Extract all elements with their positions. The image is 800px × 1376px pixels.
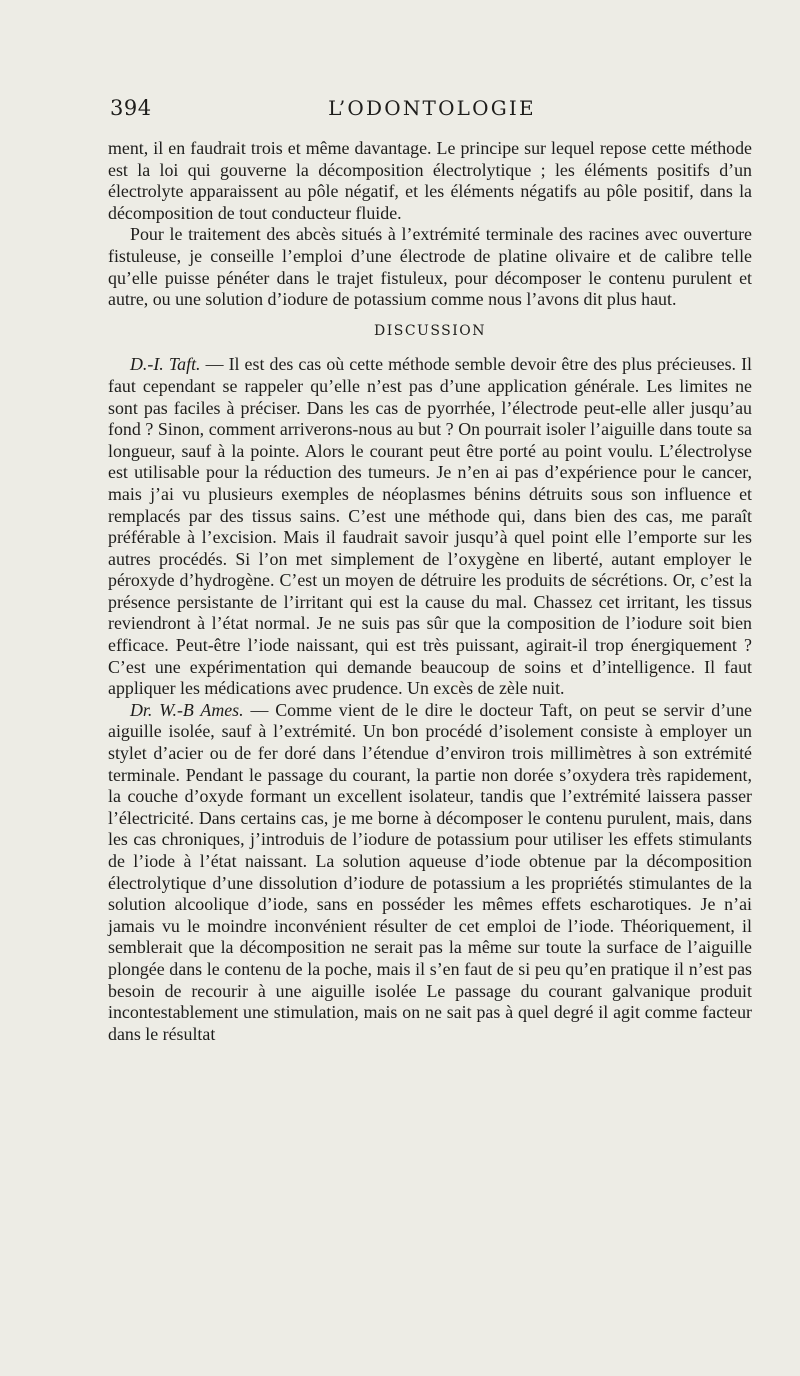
speaker-text-taft: — Il est des cas où cette méthode semble devoir être des plus précieuses. Il faut cependant se rappeler qu’elle n’est pas d’une application générale. Les limites ne sont pas faciles à préciser. Dans les cas de pyorrhée, l’électrode peut-elle aller jusqu’au fond ? Sinon, comment arriverons-nous au but ? On pourrait isoler l’aiguille dans toute sa longueur, sauf à la pointe. Alors le courant peut être porté au point voulu. L’électrolyse est utilisable pour la réduction des tumeurs. Je n’en ai pas d’expérience pour le cancer, mais j’ai vu plusieurs exemples de néoplasmes bénins détruits sous son influence et remplacés par des tissus sains. C’est une méthode qui, dans bien des cas, me paraît préférable à l’excision. Mais il faudrait savoir jusqu’à quel point elle l’emporte sur les autres procédés. Si l’on met simplement de l’oxygène en liberté, autant employer le péroxyde d’hydrogène. C’est un moyen de détruire les produits de sécrétions. Or, c’est la présence persistante de l’irritant qui est la cause du mal. Chassez cet irritant, les tissus reviendront à l’état normal. Je ne suis pas sûr que la composition de l’iodure soit bien efficace. Peut-être l’iode naissant, qui est très puissant, agirait-il trop énergiquement ? C’est une expérimentation qui demande beaucoup de soins et d’intelligence. Il faut appliquer les médications avec prudence. Un excès de zèle nuit. xyxy=(108,354,752,699)
speaker-name-taft: D.-I. Taft. xyxy=(130,354,201,375)
paragraph-abscess-treatment: Pour le traitement des abcès situés à l’extrémité terminale des racines avec ouverture fistuleuse, je conseille l’emploi d’une électrode de platine olivaire et de calibre telle qu’elle puisse pénéter dans le trajet fistuleux, pour décomposer le contenu purulent et autre, ou une solution d’iodure de potassium comme nous l’avons dit plus haut. xyxy=(108,224,752,310)
paragraph-continuation: ment, il en faudrait trois et même davantage. Le principe sur lequel repose cette méthode est la loi qui gouverne la décomposition électrolytique ; les éléments positifs d’un électrolyte apparaissent au pôle négatif, et les éléments négatifs au pôle positif, dans la décomposition de tout conducteur fluide. xyxy=(108,138,752,223)
section-title-discussion: DISCUSSION xyxy=(373,322,487,339)
speaker-name-ames: Dr. W.-B Ames. xyxy=(130,699,244,720)
paragraph-ames xyxy=(108,700,752,1046)
speaker-text-ames: — Comme vient de le dire le docteur Taft, on peut se servir d’une aiguille isolée, sauf à l’extrémité. Un bon procédé d’isolement consiste à employer un stylet d’acier ou de fer doré dans l’étendue d’environ trois millimètres à son extrémité terminale. Pendant le passage du courant, la partie non dorée s’oxydera très rapidement, la couche d’oxyde formant un excellent isolateur, tandis que l’extrémité laissera passer l’électricité. Dans certains cas, je me borne à décomposer le contenu purulent, mais, dans les cas chroniques, j’introduis de l’iodure de potassium pour utiliser les effets stimulants de l’iode à l’état naissant. La solution aqueuse d’iode obtenue par la décomposition électrolytique d’une dissolution d’iodure de potassium a les propriétés stimulantes de la solution alcoolique d’iode, sans en posséder les mêmes effets escharotiques. Je n’ai jamais vu le moindre inconvénient résulter de cet emploi de l’iode. Théoriquement, il semblerait que la décomposition ne serait pas la même sur toute la surface de l’aiguille plongée dans le contenu de la poche, mais il s’en faut de si peu qu’en pratique il n’est pas besoin de recourir à une aiguille isolée Le passage du courant galvanique produit incontestablement une stimulation, mais on ne sait pas à quel degré il agit comme facteur dans le résultat xyxy=(108,699,752,1044)
running-head: L’ODONTOLOGIE xyxy=(328,96,536,120)
page-header xyxy=(107,96,757,126)
page-number: 394 xyxy=(110,96,152,120)
page-body xyxy=(108,138,752,1045)
paragraph-taft xyxy=(108,354,752,700)
